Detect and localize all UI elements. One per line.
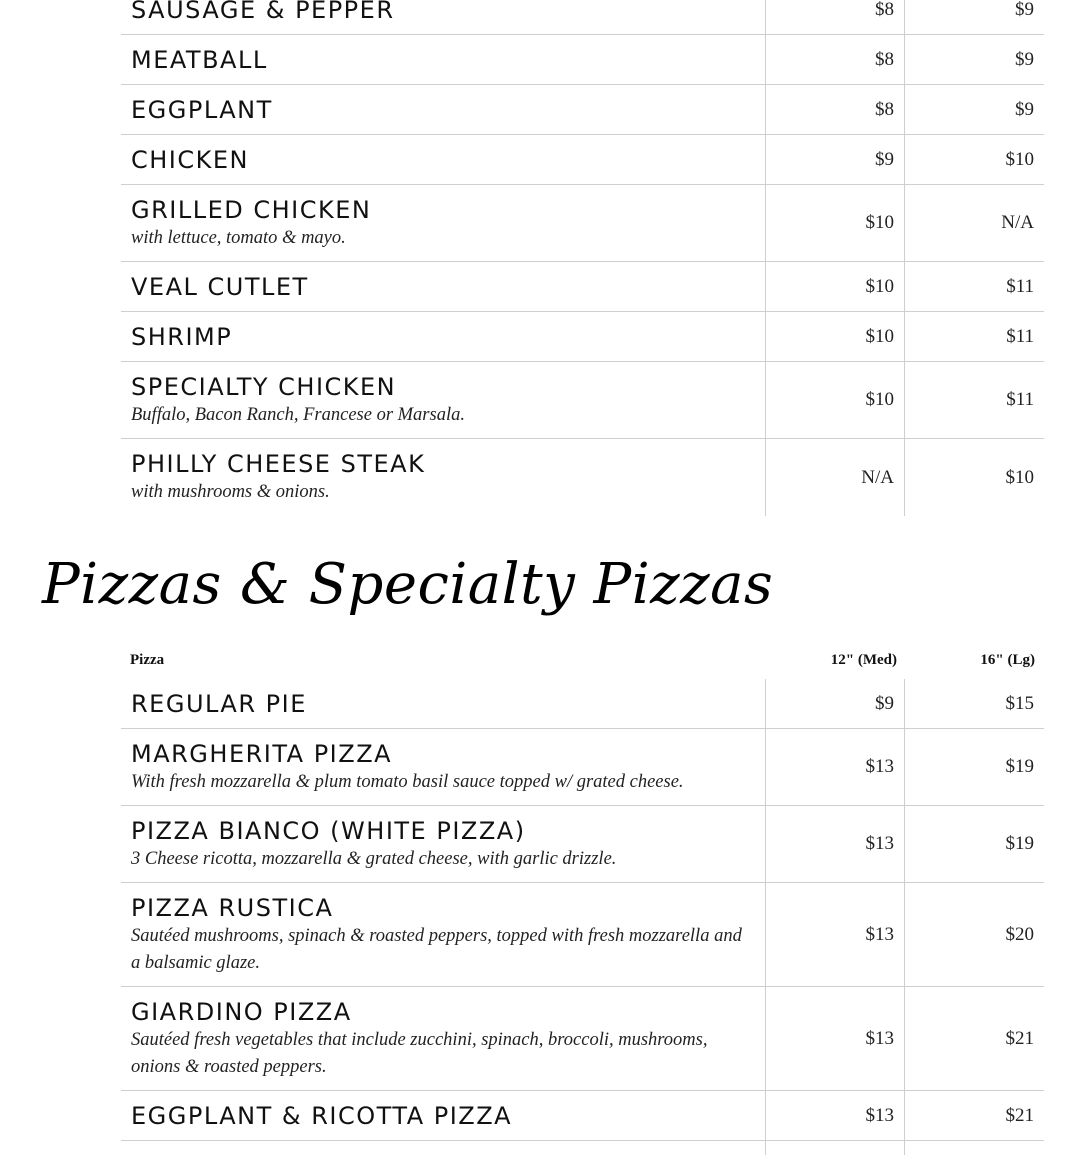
item-name: SAUSAGE & PEPPER [131,0,395,24]
item-name-cell [121,85,766,134]
item-name-cell [121,35,766,84]
item-name-cell [121,0,766,34]
price-large [905,1141,1044,1155]
price-large: $20 [1005,923,1034,945]
menu-row [121,0,1044,35]
item-description: Sautéed fresh vegetables that include zucchini, spinach, broccoli, mushrooms, onions & roasted peppers. [131,1029,708,1077]
item-name: EGGPLANT & RICOTTA PIZZA [131,1101,513,1130]
item-name: GIARDINO PIZZA [131,997,352,1026]
item-name-cell [121,729,766,805]
price-small: $10 [766,312,905,361]
price-large: $9 [1015,0,1034,20]
price-medium: $13 [766,987,905,1090]
item-description: with lettuce, tomato & mayo. [131,227,346,248]
menu-row [121,1091,1044,1141]
menu-row [121,679,1044,729]
price-large: $21 [1005,1027,1034,1049]
item-description: 3 Cheese ricotta, mozzarella & grated cheese, with garlic drizzle. [131,848,617,869]
menu-row [121,362,1044,439]
column-header-pizza: Pizza [130,652,165,668]
item-description: Buffalo, Bacon Ranch, Francese or Marsala. [131,404,465,425]
price-small: $8 [766,0,905,34]
item-name-cell [121,679,766,728]
price-large: N/A [1001,212,1034,233]
item-name-cell [121,806,766,882]
menu-row [121,85,1044,135]
menu-row [121,729,1044,806]
pizza-table [121,679,1044,1155]
price-large: $11 [1006,325,1034,347]
price-medium [766,1141,905,1155]
menu-row-partial [121,1141,1044,1155]
item-name-cell [121,883,766,986]
item-name-cell [121,362,766,438]
menu-row [121,439,1044,516]
item-name-cell [121,439,766,516]
price-large: $11 [1006,275,1034,297]
menu-row [121,883,1044,987]
item-name: PHILLY CHEESE STEAK [131,450,426,478]
menu-row [121,262,1044,312]
price-small: $10 [766,262,905,311]
price-large: $11 [1006,389,1034,410]
price-medium: $13 [766,1091,905,1140]
price-small: $10 [766,362,905,438]
item-name-cell [121,185,766,261]
menu-row [121,135,1044,185]
item-name: MARGHERITA PIZZA [131,739,393,768]
price-large: $10 [1005,466,1034,488]
price-large: $9 [1015,48,1034,70]
section-title: Pizzas & Specialty Pizzas [42,552,774,617]
item-name: MEATBALL [131,45,268,74]
price-large: $21 [1005,1104,1034,1126]
price-small: $9 [766,135,905,184]
price-large: $9 [1015,98,1034,120]
item-name-cell [121,262,766,311]
item-name-cell [121,135,766,184]
price-small: N/A [766,439,905,516]
menu-row [121,806,1044,883]
item-name-cell [121,987,766,1090]
menu-row [121,185,1044,262]
price-large: $10 [1005,148,1034,170]
item-description: with mushrooms & onions. [131,482,330,502]
item-description: Sautéed mushrooms, spinach & roasted peppers, topped with fresh mozzarella and a balsamic glaze. [131,925,742,973]
item-description: With fresh mozzarella & plum tomato basil sauce topped w/ grated cheese. [131,771,684,792]
column-header-medium: 12" (Med) [830,652,897,668]
item-name-cell [121,1141,766,1155]
price-small: $8 [766,35,905,84]
menu-row [121,312,1044,362]
column-header-large: 16" (Lg) [980,652,1035,668]
menu-row [121,35,1044,85]
item-name: PIZZA BIANCO (WHITE PIZZA) [131,816,526,845]
price-small: $8 [766,85,905,134]
menu-row [121,987,1044,1091]
price-large: $15 [1005,692,1034,714]
subs-table [121,0,1044,516]
item-name-cell [121,312,766,361]
item-name: EGGPLANT [131,95,273,124]
price-medium: $9 [766,679,905,728]
item-name: CHICKEN [131,145,249,174]
price-medium: $13 [766,806,905,882]
price-large: $19 [1005,756,1034,777]
price-medium: $13 [766,883,905,986]
item-name: VEAL CUTLET [131,272,309,301]
pizza-column-headers [121,648,1044,676]
item-name: SPECIALTY CHICKEN [131,372,397,401]
item-name: GRILLED CHICKEN [131,195,372,224]
item-name: SHRIMP [131,322,233,351]
price-large: $19 [1005,833,1034,854]
item-name: REGULAR PIE [131,689,307,718]
item-name: PIZZA RUSTICA [131,893,334,922]
item-name-cell [121,1091,766,1140]
price-small: $10 [766,185,905,261]
price-medium: $13 [766,729,905,805]
